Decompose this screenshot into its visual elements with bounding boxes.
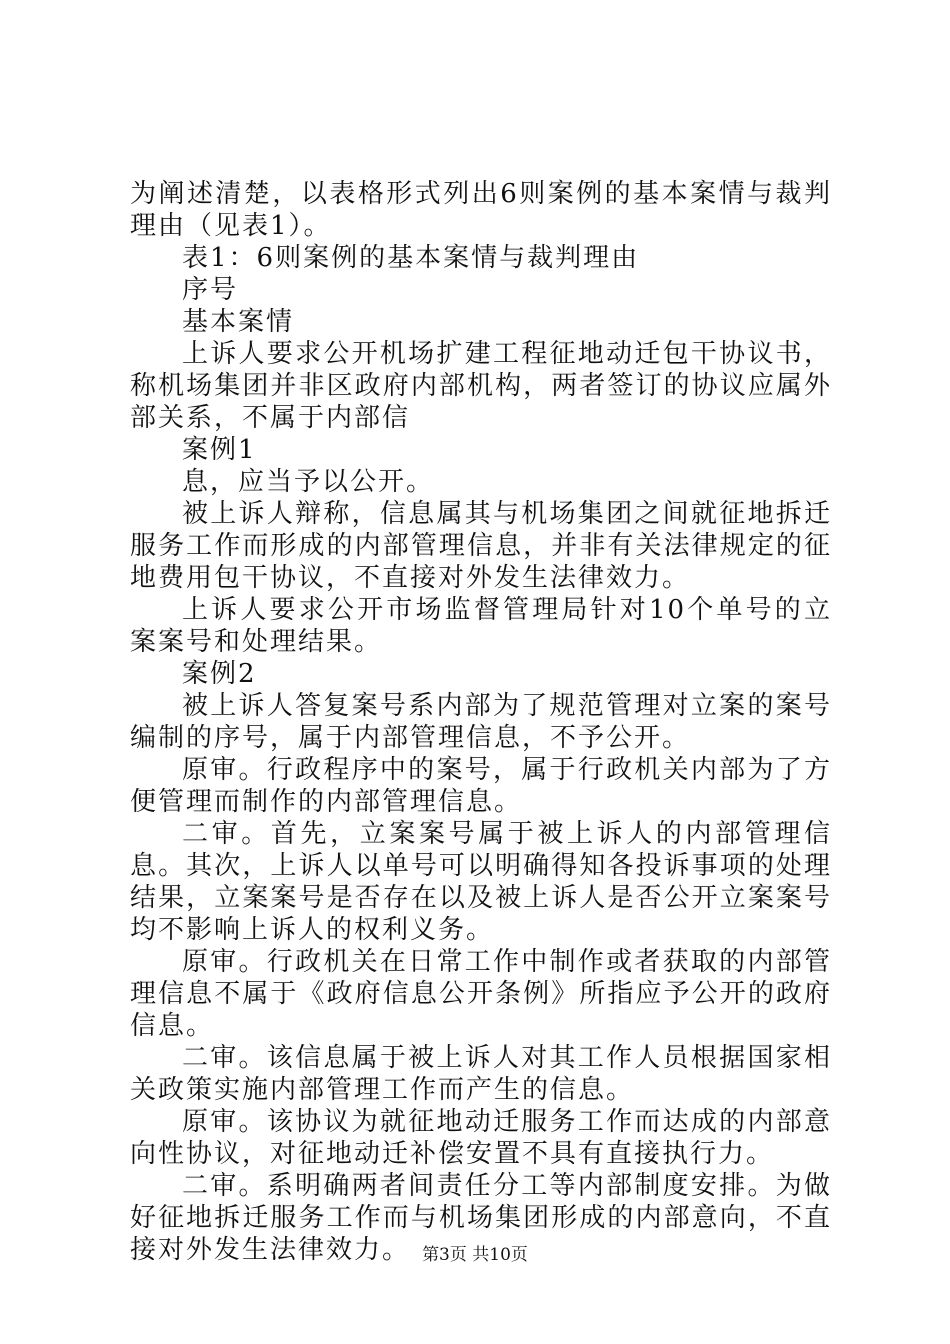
first-instance-reason-3: 原审。该协议为就征地动迁服务工作而达成的内部意向性协议，对征地动迁补偿安置不具有直接执行力。	[130, 1107, 832, 1169]
first-instance-reason-2: 原审。行政机关在日常工作中制作或者获取的内部管理信息不属于《政府信息公开条例》所指应予公开的政府信息。	[130, 947, 832, 1041]
case1-facts-part1: 上诉人要求公开机场扩建工程征地动迁包干协议书，称机场集团并非区政府内部机构，两者签订的协议应属外部关系，不属于内部信	[130, 339, 832, 433]
table-caption: 表1：6则案例的基本案情与裁判理由	[182, 243, 640, 273]
second-instance-reason-1: 二审。首先，立案案号属于被上诉人的内部管理信息。其次，上诉人以单号可以明确得知各投诉事项的处理结果，立案案号是否存在以及被上诉人是否公开立案案号均不影响上诉人的权利义务。	[130, 819, 832, 945]
document-body	[130, 178, 832, 1266]
second-instance-reason-2: 二审。该信息属于被上诉人对其工作人员根据国家相关政策实施内部管理工作而产生的信息。	[130, 1043, 832, 1105]
case2-appellee-reply: 被上诉人答复案号系内部为了规范管理对立案的案号编制的序号，属于内部管理信息，不予公开。	[130, 691, 832, 753]
table-header-case-facts: 基本案情	[182, 307, 295, 337]
first-instance-reason-1: 原审。行政程序中的案号，属于行政机关内部为了方便管理而制作的内部管理信息。	[130, 755, 832, 817]
second-instance-reason-3: 二审。系明确两者间责任分工等内部制度安排。为做好征地拆迁服务工作而与机场集团形成的内部意向，不直接对外发生法律效力。	[130, 1171, 832, 1265]
case2-label: 案例2	[182, 659, 257, 689]
case1-label: 案例1	[182, 435, 257, 465]
case1-facts-part2: 息，应当予以公开。	[182, 467, 435, 497]
page-number-footer: 第3页 共10页	[422, 1245, 528, 1265]
table-header-index: 序号	[182, 275, 239, 305]
case1-appellee-defense: 被上诉人辩称，信息属其与机场集团之间就征地拆迁服务工作而形成的内部管理信息，并非有关法律规定的征地费用包干协议，不直接对外发生法律效力。	[130, 499, 832, 593]
case2-facts: 上诉人要求公开市场监督管理局针对10个单号的立案案号和处理结果。	[130, 595, 832, 657]
paragraph-intro: 为阐述清楚，以表格形式列出6则案例的基本案情与裁判理由（见表1）。	[130, 179, 832, 241]
